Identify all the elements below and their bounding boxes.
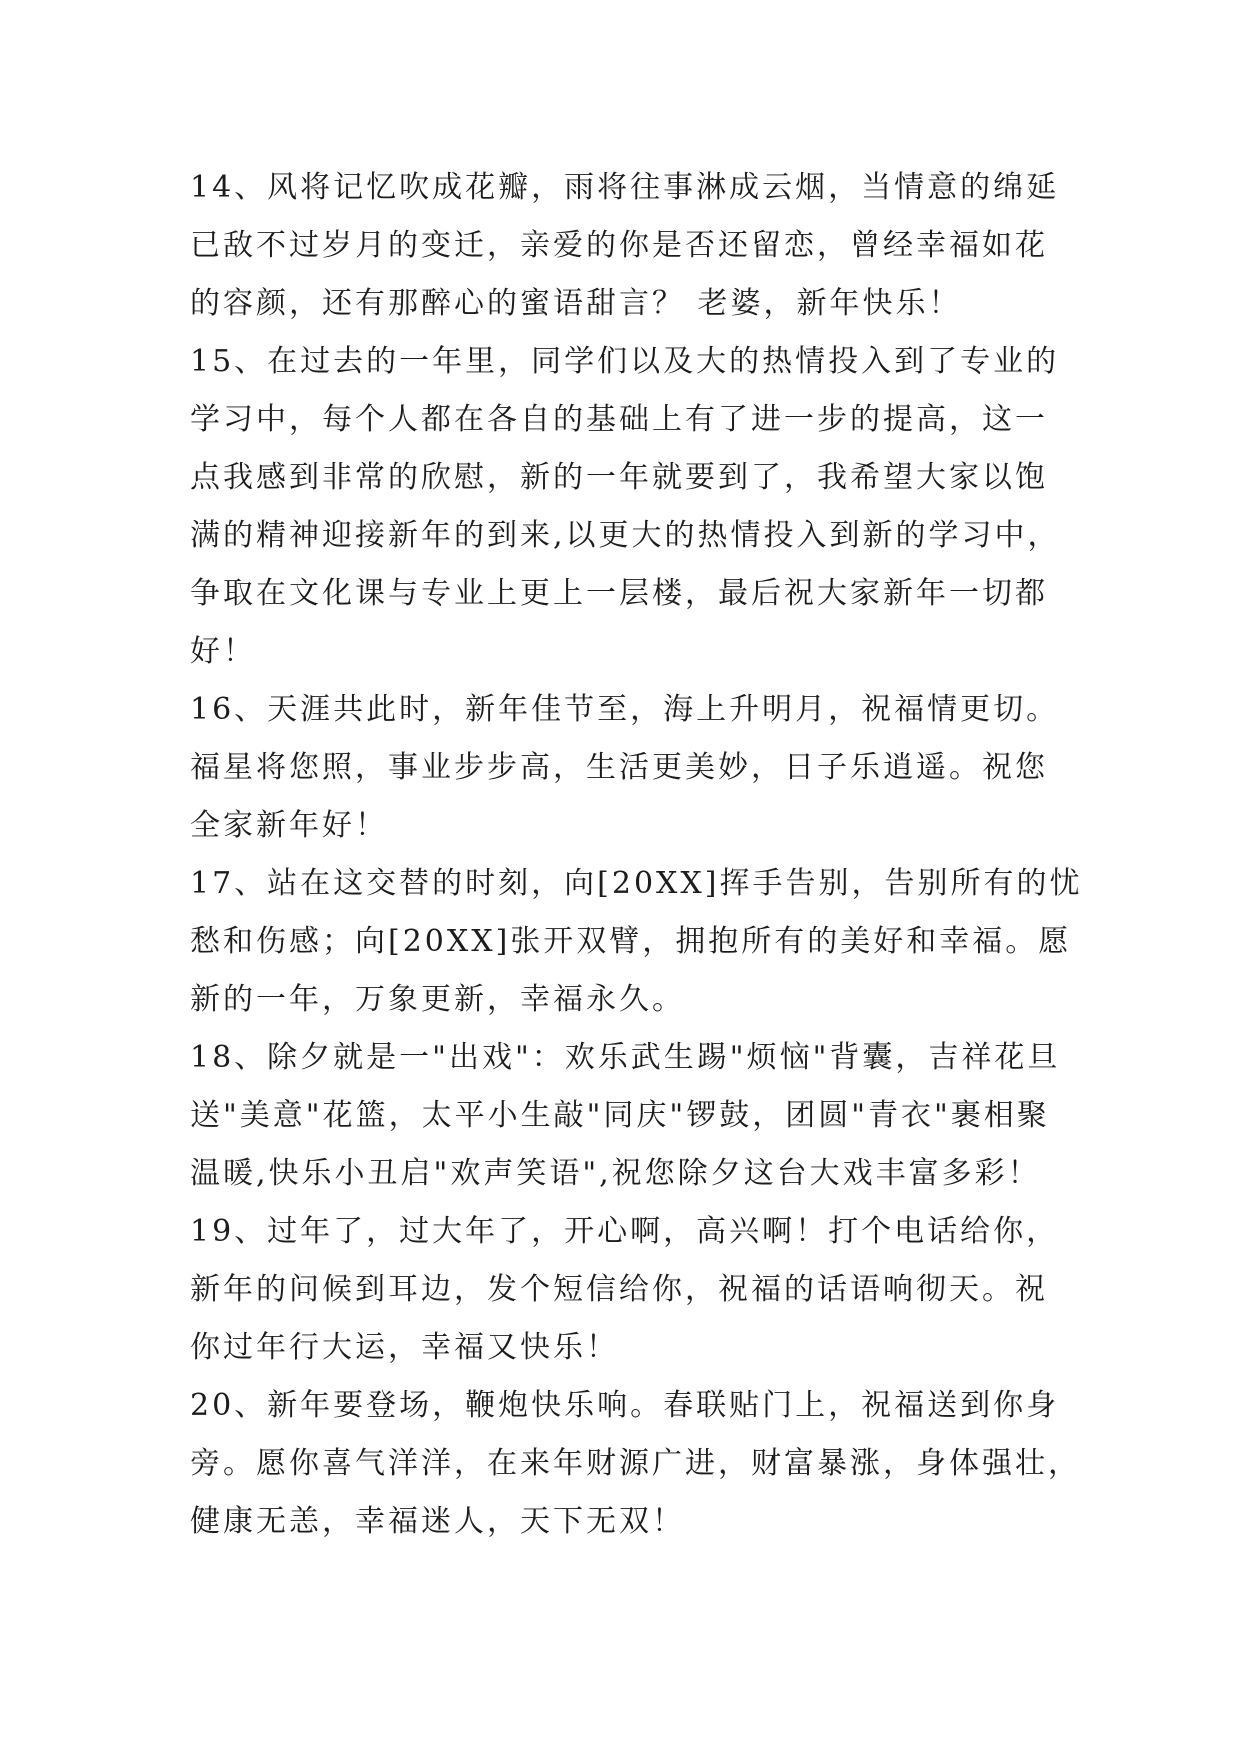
text-line: 旁。愿你喜气洋洋，在来年财源广进，财富暴涨，身体强壮， xyxy=(190,1446,1081,1481)
text-line: 已敌不过岁月的变迁，亲爱的你是否还留恋，曾经幸福如花 xyxy=(190,228,1048,263)
text-line: 愁和伤感；向[20XX]张开双臂，拥抱所有的美好和幸福。愿 xyxy=(190,924,1072,959)
text-line: 的容颜，还有那醉心的蜜语甜言？ 老婆，新年快乐！ xyxy=(190,286,962,321)
text-line: 送"美意"花篮，太平小生敲"同庆"锣鼓，团圆"青衣"裹相聚 xyxy=(190,1098,1050,1133)
text-line: 你过年行大运，幸福又快乐！ xyxy=(190,1330,619,1365)
text-line: 17、站在这交替的时刻，向[20XX]挥手告别，告别所有的忧 xyxy=(190,866,1083,901)
text-line: 20、新年要登场，鞭炮快乐响。春联贴门上，祝福送到你身 xyxy=(190,1388,1060,1423)
text-line: 16、天涯共此时，新年佳节至，海上升明月，祝福情更切。 xyxy=(190,692,1060,727)
text-line: 14、风将记忆吹成花瓣，雨将往事淋成云烟，当情意的绵延 xyxy=(190,170,1060,205)
text-line: 15、在过去的一年里，同学们以及大的热情投入到了专业的 xyxy=(190,344,1060,379)
text-line: 好！ xyxy=(190,634,256,669)
text-line: 新的一年，万象更新，幸福永久。 xyxy=(190,982,685,1017)
text-line: 争取在文化课与专业上更上一层楼，最后祝大家新年一切都 xyxy=(190,576,1048,611)
text-line: 全家新年好！ xyxy=(190,808,388,843)
text-line: 福星将您照，事业步步高，生活更美妙，日子乐逍遥。祝您 xyxy=(190,750,1048,785)
text-line: 满的精神迎接新年的到来,以更大的热情投入到新的学习中， xyxy=(190,518,1061,553)
text-line: 温暖,快乐小丑启"欢声笑语",祝您除夕这台大戏丰富多彩！ xyxy=(190,1156,1041,1191)
text-line: 点我感到非常的欣慰，新的一年就要到了，我希望大家以饱 xyxy=(190,460,1048,495)
text-line: 新年的问候到耳边，发个短信给你，祝福的话语响彻天。祝 xyxy=(190,1272,1048,1307)
text-line: 19、过年了，过大年了，开心啊，高兴啊！打个电话给你， xyxy=(190,1214,1060,1249)
document-body xyxy=(190,159,1083,1551)
text-line: 18、除夕就是一"出戏"：欢乐武生踢"烦恼"背囊，吉祥花旦 xyxy=(190,1040,1061,1075)
text-line: 学习中，每个人都在各自的基础上有了进一步的提高，这一 xyxy=(190,402,1048,437)
text-line: 健康无恙，幸福迷人，天下无双！ xyxy=(190,1504,685,1539)
